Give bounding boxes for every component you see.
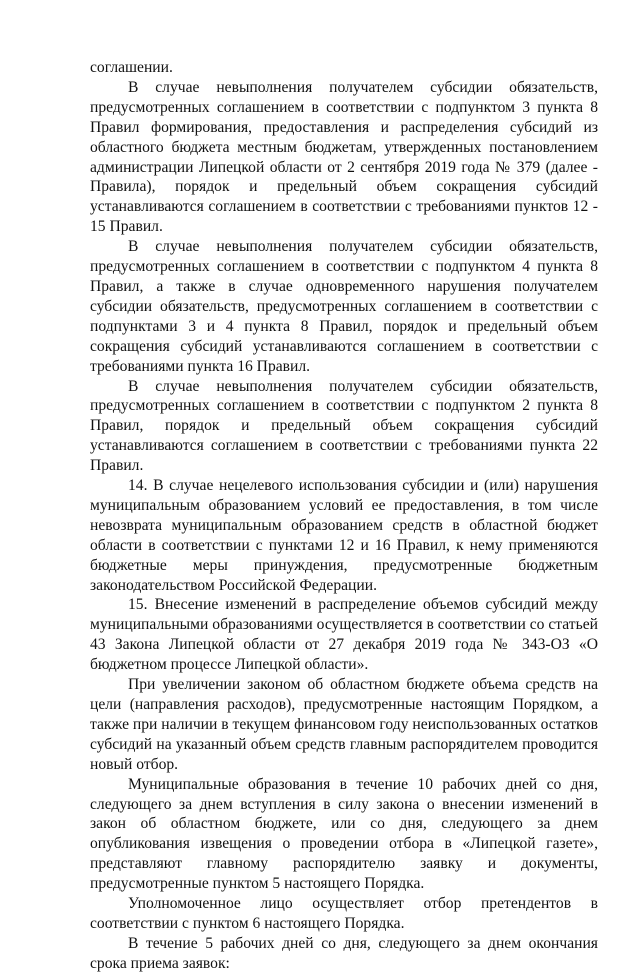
paragraph-item-14: 14. В случае нецелевого использования субсидии и (или) нарушения муниципальным образованием условий ее предоставления, в том числе невозврата муниципальным образованием средств в областной бюджет области в соответствии с пунктами 12 и 16 Правил, к нему применяются бюджетные меры принуждения, предусмотренные бюджетным законодательством Российской Федерации. bbox=[90, 477, 598, 594]
paragraph-reduction-rule-2: В случае невыполнения получателем субсидии обязательств, предусмотренных соглашением в соответствии с подпунктом 4 пункта 8 Правил, а также в случае одновременного нарушения получателем субсидии обязательств, предусмотренных соглашением в соответствии с подпунктами 3 и 4 пункта 8 Правил, порядок и предельный объем сокращения субсидий устанавливаются соглашением в соответствии с требованиями пункта 16 Правил. bbox=[90, 238, 598, 375]
paragraph-reduction-rule-1: В случае невыполнения получателем субсидии обязательств, предусмотренных соглашением в соответствии с подпунктом 3 пункта 8 Правил формирования, предоставления и распределения субсидий из областного бюджета местным бюджетам, утвержденных постановлением администрации Липецкой области от 2 сентября 2019 года № 379 (далее - Правила), порядок и предельный объем сокращения субсидий устанавливаются соглашением в соответствии с требованиями пунктов 12 - 15 Правил. bbox=[90, 78, 598, 236]
paragraph-new-selection: При увеличении законом об областном бюджете объема средств на цели (направления расходов), предусмотренные настоящим Порядком, а также при наличии в текущем финансовом году неиспользованных остатков субсидий на указанный объем средств главным распорядителем проводится новый отбор. bbox=[90, 676, 598, 773]
paragraph-item-15: 15. Внесение изменений в распределение объемов субсидий между муниципальными образованиями осуществляется в соответствии со статьей 43 Закона Липецкой области от 27 декабря 2019 года № 343-ОЗ «О бюджетном процессе Липецкой области». bbox=[90, 596, 598, 674]
paragraph-selection-procedure: Уполномоченное лицо осуществляет отбор претендентов в соответствии с пунктом 6 настоящего Порядка. bbox=[90, 895, 598, 932]
paragraph-five-days: В течение 5 рабочих дней со дня, следующего за днем окончания срока приема заявок: bbox=[90, 934, 598, 972]
paragraph-continuation: соглашении. bbox=[90, 59, 173, 76]
paragraph-application-deadline: Муниципальные образования в течение 10 рабочих дней со дня, следующего за днем вступления в силу закона о внесении изменений в закон об областном бюджете, или со дня, следующего за днем опубликования извещения о проведении отбора в «Липецкой газете», представляют главному распорядителю заявку и документы, предусмотренные пунктом 5 настоящего Порядка. bbox=[90, 775, 598, 893]
paragraph-reduction-rule-3: В случае невыполнения получателем субсидии обязательств, предусмотренных соглашением в соответствии с подпунктом 2 пункта 8 Правил, порядок и предельный объем сокращения субсидий устанавливаются соглашением в соответствии с требованиями пункта 22 Правил. bbox=[90, 377, 598, 475]
document-page bbox=[90, 58, 598, 974]
